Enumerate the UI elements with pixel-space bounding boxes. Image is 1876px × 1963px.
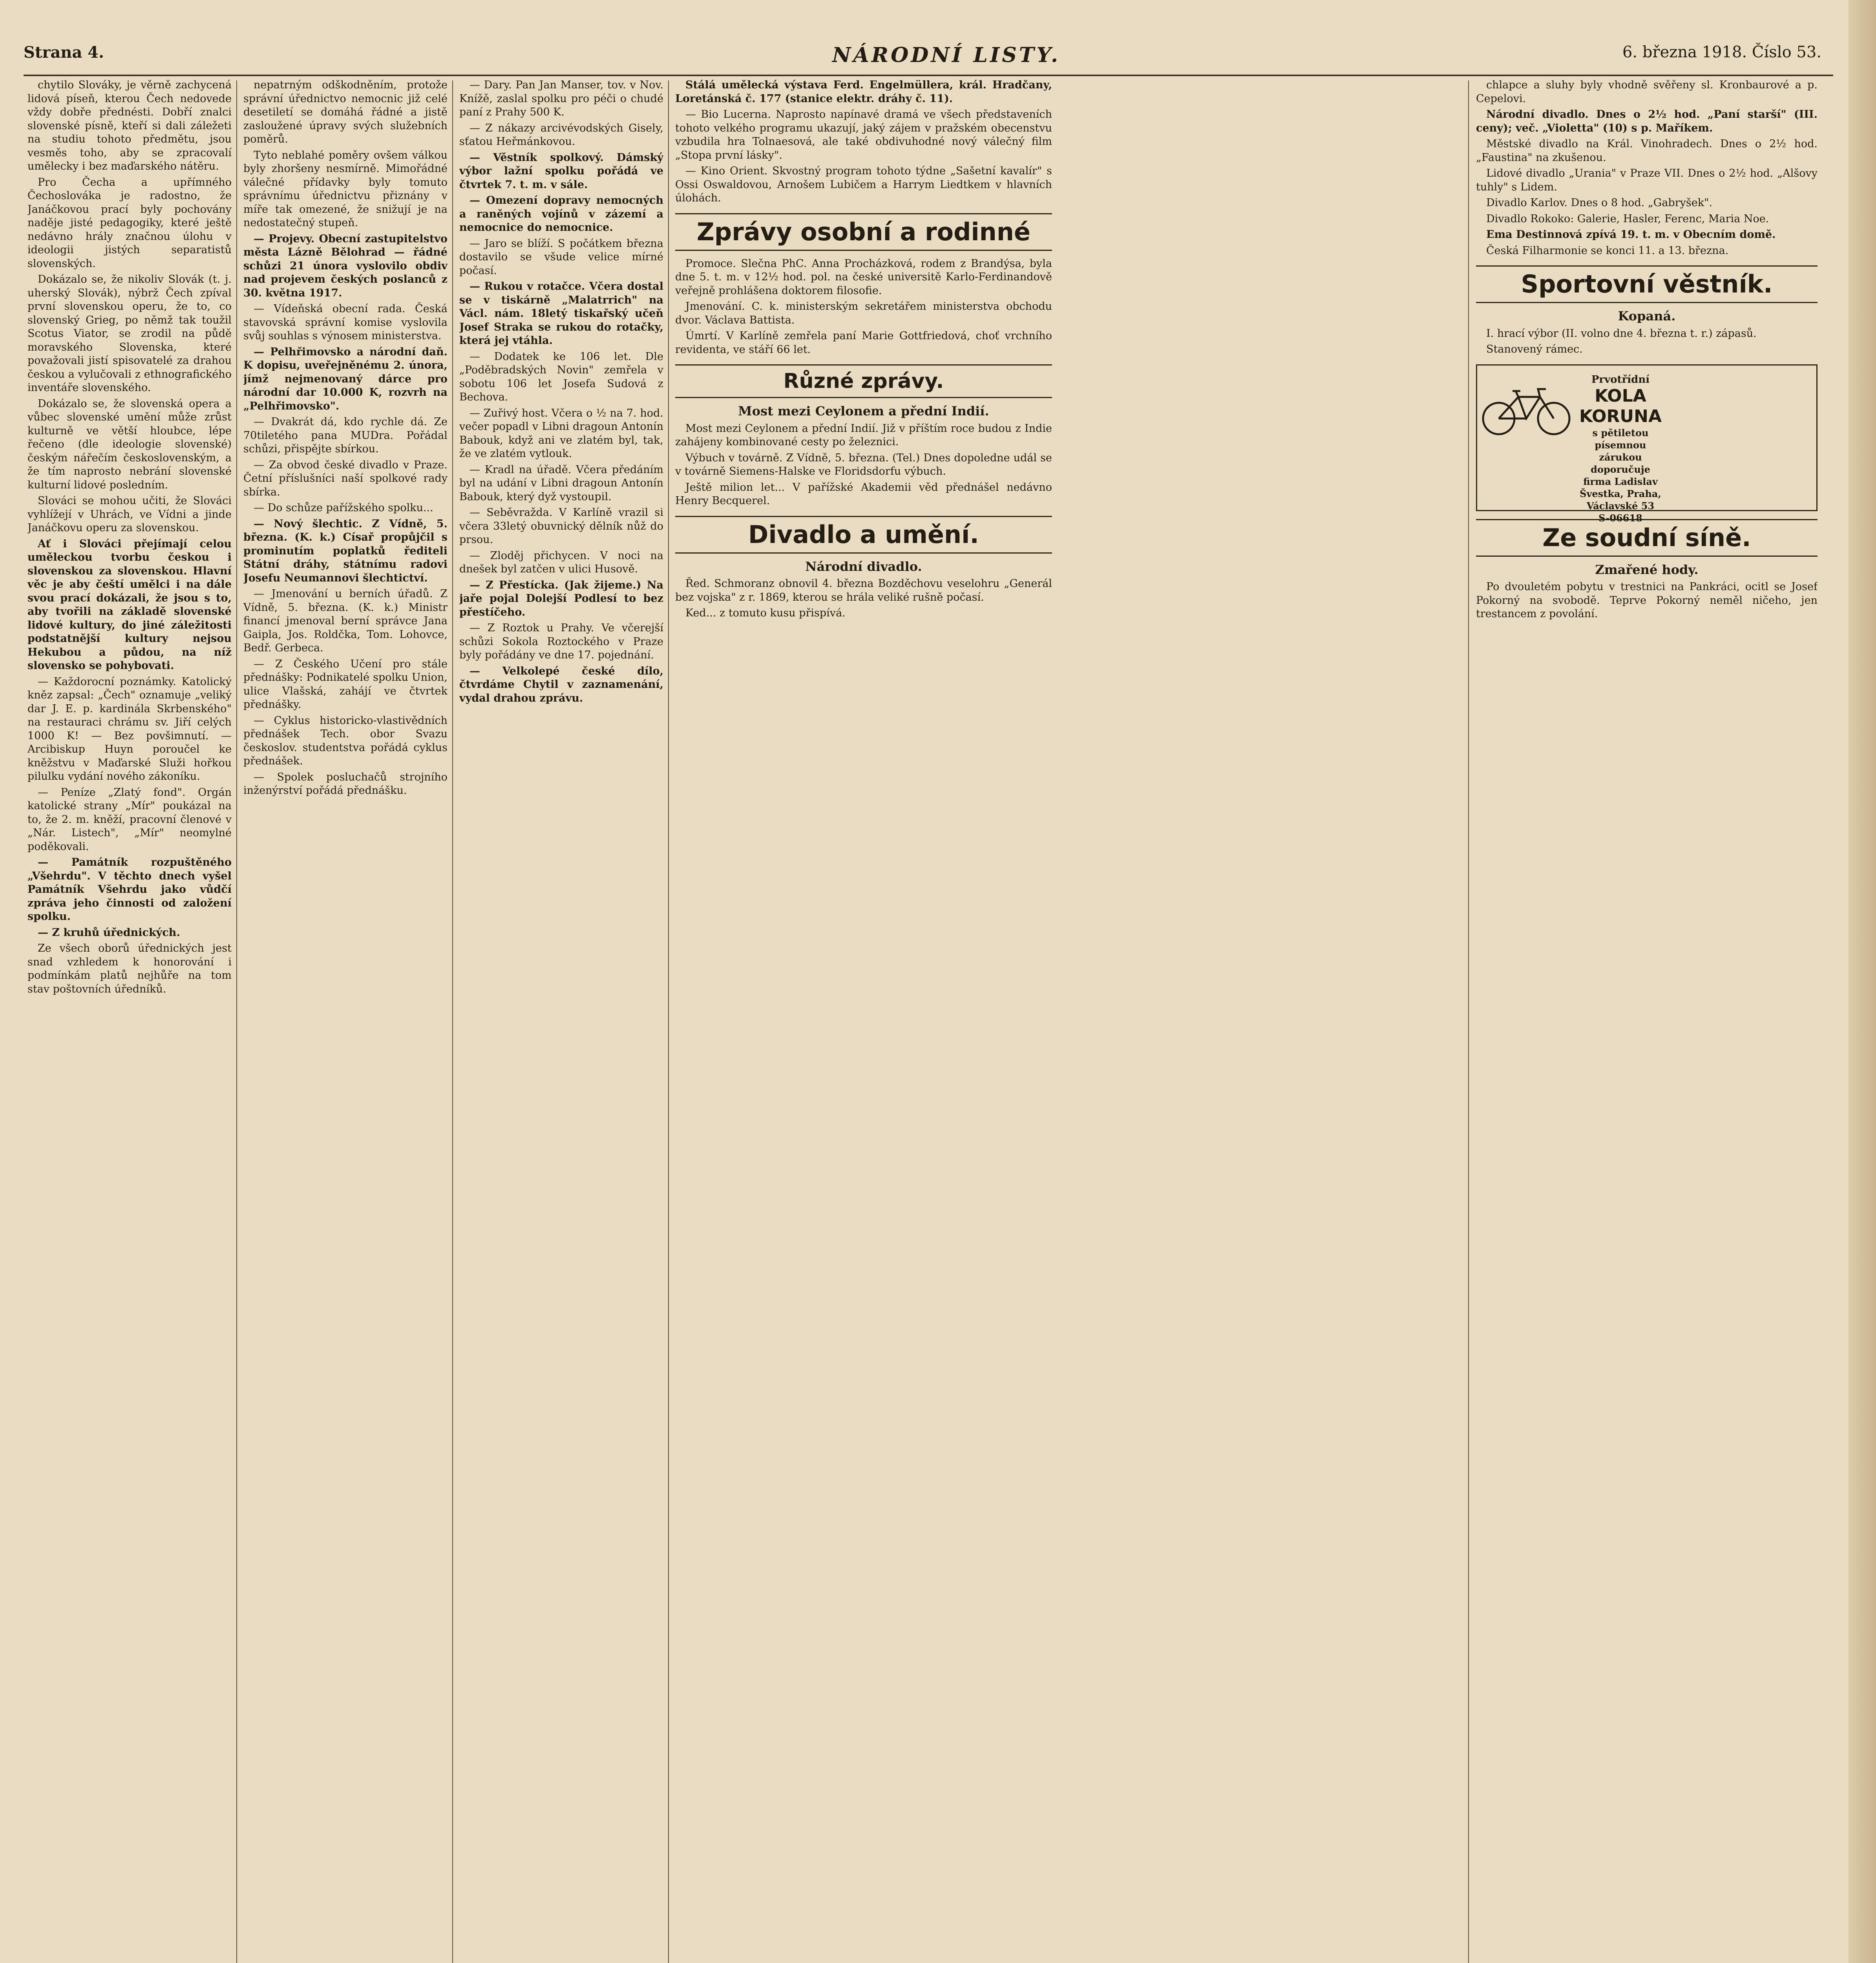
paragraph: Výbuch v továrně. Z Vídně, 5. března. (Tel.) Dnes dopoledne udál se v továrně Siemens-Halske ve Floridsdorfu výbuch. <box>675 451 1052 477</box>
paragraph: — Do schůze pařížského spolku... <box>254 502 433 514</box>
page-number: Strana 4. <box>24 43 104 62</box>
paragraph: I. hrací výbor (II. volno dne 4. března t. r.) zápasů. <box>1486 327 1757 340</box>
paragraph: Most mezi Ceylonem a přední Indií. Již v příštím roce budou z Indie zahájeny kombinované cesty po železnici. <box>675 422 1052 448</box>
paragraph: — Nový šlechtic. Z Vídně, 5. března. (K. k.) Císař propůjčil s prominutím poplatků řediteli Státní dráhy, státnímu radovi Josefu Neumannovi šlechtictví. <box>243 517 448 584</box>
paragraph: Úmrtí. V Karlíně zemřela paní Marie Gottfriedová, choť vrchního revidenta, ve stáří 66 let. <box>675 330 1052 356</box>
column-2 <box>243 79 448 1963</box>
paragraph: — Jaro se blíží. S počátkem března dostavilo se všude velice mírné počasí. <box>459 237 663 277</box>
section-heading-personal-news: Zprávy osobní a rodinné <box>675 213 1052 251</box>
paragraph: Ema Destinnová zpívá 19. t. m. v Obecním domě. <box>1486 228 1776 241</box>
paragraph: — Kino Orient. Skvostný program tohoto týdne „Sašetní kavalír" s Ossi Oswaldovou, Arnošem Lubičem a Harrym Liedtkem v hlavních úlohách. <box>675 165 1052 204</box>
paragraph: — Zuřivý host. Včera o ½ na 7. hod. večer popadl v Libni dragoun Antonín Babouk, když ani ve zlatém byl, tak, že ve zlatém vytlouk. <box>459 407 663 460</box>
paragraph: — Vídeňská obecní rada. Česká stavovská správní komise vyslovila svůj souhlas s výnosem ministerstva. <box>243 303 448 342</box>
paragraph: Promoce. Slečna PhC. Anna Procházková, rodem z Brandýsa, byla dne 5. t. m. v 12½ hod. pol. na české universitě Karlo-Ferdinandově veřejně prohlášena doktorem filosofie. <box>675 257 1052 297</box>
paragraph: Ked... z tomuto kusu přispívá. <box>685 607 846 619</box>
bicycle-advertisement <box>1476 364 1818 524</box>
paragraph: Ať i Slováci přejímají celou uměleckou tvorbu českou i slovenskou za slovenskou. Hlavní věc je aby čeští umělci i na dále svou prací dokázali, že jsou s to, aby tvořili na základě slovenské lidové kultury, do jiné záležitosti podstatnější kultury nejsou Hekubou a půdou, na níž slovensko se pohybovati. <box>27 537 232 672</box>
paragraph: — Dodatek ke 106 let. Dle „Poděbradských Novin" zemřela v sobotu 106 let Josefa Sudová z Bechova. <box>459 350 663 403</box>
paragraph: — Velkolepé české dílo, čtvrdáme Chytil v zaznamenání, vydal drahou zprávu. <box>459 665 663 704</box>
ad-text <box>1575 373 1666 524</box>
bicycle-icon <box>1481 381 1571 436</box>
column-separator <box>236 80 237 1963</box>
paragraph: — Spolek posluchačů strojního inženýrství pořádá přednášku. <box>243 771 448 797</box>
paragraph: Řed. Schmoranz obnovil 4. března Bozděchovu veselohru „Generál bez vojska" z r. 1869, kterou se hrála veliké rušně počasí. <box>675 578 1052 603</box>
header-rule <box>24 75 1833 76</box>
paragraph: chytilo Slováky, je věrně zachycená lidová píseň, kterou Čech nedovede vždy dobře přednésti. Dobří znalci slovenské písně, kteří si dali záležeti na studiu tohoto předmětu, jsou vesměs toho, aby se zpracovalí umělecky i bez maďarského nátěru. <box>27 79 232 172</box>
column-separator <box>668 80 669 1963</box>
paragraph: — Z Českého Učení pro stále přednášky: Podnikatelé spolku Union, ulice Vlašská, zahájí ve čtvrtek přednášky. <box>243 658 448 711</box>
paragraph: — Z Roztok u Prahy. Ve včerejší schůzi Sokola Roztockého v Praze byly pořádány ve dne 17. pojednání. <box>459 622 663 661</box>
ad-line-1: Prvotřídní <box>1591 373 1650 386</box>
paragraph: Divadlo Rokoko: Galerie, Hasler, Ferenc, Maria Noe. <box>1486 212 1769 225</box>
paragraph: Stanovený rámec. <box>1486 343 1583 355</box>
paragraph: Lidové divadlo „Urania" v Praze VII. Dnes o 2½ hod. „Alšovy tuhly" s Lidem. <box>1476 167 1818 193</box>
paragraph: — Z kruhů úřednických. <box>38 926 180 939</box>
column-5 <box>1476 79 1818 1963</box>
section-heading-sport: Sportovní věstník. <box>1476 265 1818 303</box>
paragraph: — Dary. Pan Jan Manser, tov. v Nov. Knížě, zaslal spolku pro péči o chudé paní z Prahy 500 K. <box>459 79 663 118</box>
paragraph: — Za obvod české divadlo v Praze. Četní příslušníci naší spolkové rady sbírka. <box>243 459 448 498</box>
paragraph: Tyto neblahé poměry ovšem válkou byly zhoršeny nesmírně. Mimořádné válečné přídavky byly tomuto správnímu úřednictvu přiznány v míře tak omezené, že snižují je na nedostatečný stupeň. <box>243 149 448 229</box>
column-4 <box>675 79 1052 1963</box>
paragraph: Divadlo Karlov. Dnes o 8 hod. „Gabryšek". <box>1486 197 1713 209</box>
paragraph: — Každorocní poznámky. Katolický kněz zapsal: „Čech" oznamuje „veliký dar J. E. p. kardinála Skrbenského" na restauraci chrámu sv. Jiří celých 1000 K! — Bez povšimnutí. — Arcibiskup Huyn poroučel ke kněžstvu v Maďarské Služi hořkou pilulku vydání nového zákoníku. <box>27 675 232 782</box>
section-heading-misc-news: Různé zprávy. <box>675 364 1052 398</box>
paragraph: Dokázalo se, že nikoliv Slovák (t. j. uherský Slovák), nýbrž Čech zpíval první slovenskou operu, že to, co slovenský Grieg, po němž tak toužil Scotus Viator, se zrodil na půdě moravského Slovenska, které považovali jistí spisovatelé za drahou českou a vylučovali z ethnografického inventáře slovenského. <box>27 273 232 394</box>
masthead-title: NÁRODNÍ LISTY. <box>832 43 1061 67</box>
column-3 <box>459 79 663 1963</box>
paragraph: — Projevy. Obecní zastupitelstvo města Lázně Bělohrad — řádné schůzi 21 února vyslovilo obdiv nad projevem českých poslanců z 30. května 1917. <box>243 232 448 299</box>
section-subheading: Národní divadlo. <box>805 559 922 574</box>
section-heading-theatre: Divadlo a umění. <box>675 516 1052 554</box>
paragraph: Národní divadlo. Dnes o 2½ hod. „Paní starší" (III. ceny); več. „Violetta" (10) s p. Maříkem. <box>1476 108 1818 134</box>
paragraph: Česká Filharmonie se konci 11. a 13. března. <box>1486 244 1729 257</box>
date-issue: 6. března 1918. Číslo 53. <box>1622 43 1821 61</box>
paragraph: — Omezení dopravy nemocných a raněných vojínů v zázemí a nemocnice do nemocnice. <box>459 194 663 234</box>
ad-code: S-06618 <box>1598 512 1642 524</box>
paragraph: — Seběvražda. V Karlíně vrazil si včera 33letý obuvnický dělník nůž do prsou. <box>459 506 663 546</box>
paragraph: — Z Přestícka. (Jak žijeme.) Na jaře pojal Dolejší Podlesí to bez přestíčeho. <box>459 579 663 618</box>
paragraph: Městské divadlo na Král. Vinohradech. Dnes o 2½ hod. „Faustina" na zkušenou. <box>1476 138 1818 164</box>
paragraph: Jmenování. C. k. ministerským sekretářem ministerstva obchodu dvor. Václava Battista. <box>675 300 1052 326</box>
page-edge <box>1849 0 1876 1963</box>
paragraph: — Bio Lucerna. Naprosto napínavé dramá ve všech představeních tohoto velkého programu ukazují, jaký zájem v pražském obecenstvu vzbudila hra Tolnaesová, ale také obdivuhodné nový válečný film „Stopa první lásky". <box>675 108 1052 161</box>
paragraph: — Peníze „Zlatý fond". Orgán katolické strany „Mír" poukázal na to, že 2. m. kněží, pracovní členové v „Nár. Listech", „Mír" neomylné poděkovali. <box>27 786 232 853</box>
paragraph: Stálá umělecká výstava Ferd. Engelmüllera, král. Hradčany, Loretánská č. 177 (stanice elektr. dráhy č. 11). <box>675 79 1052 105</box>
column-separator <box>452 80 453 1963</box>
column-separator <box>1468 80 1469 1963</box>
section-subheading: Most mezi Ceylonem a přední Indií. <box>738 404 989 419</box>
section-heading-court: Ze soudní síně. <box>1476 519 1818 557</box>
paragraph: — Jmenování u berních úřadů. Z Vídně, 5. března. (K. k.) Ministr financí jmenoval berní správce Jana Gaipla, Jos. Roldčka, Tom. Lohovce, Bedř. Gerbeca. <box>243 588 448 654</box>
paragraph: Po dvouletém pobytu v trestnici na Pankráci, ocitl se Josef Pokorný na svobodě. Teprve Pokorný neměl ničeho, jen trestancem z povolání. <box>1476 581 1818 620</box>
paragraph: — Cyklus historicko-vlastivědních přednášek Tech. obor Svazu českoslov. studentstva pořádá cyklus přednášek. <box>243 714 448 767</box>
paragraph: — Rukou v rotačce. Včera dostal se v tiskárně „Malatrrich" na Václ. nám. 18letý tiskařský učeň Josef Straka se rukou do rotačky, která jej vtáhla. <box>459 280 663 347</box>
column-1 <box>27 79 232 1963</box>
paragraph: nepatrným odškodněním, protože správní úřednictvo nemocnic již celé desetiletí se domáhá řádné a jistě zasloužené úpravy svých služebních poměrů. <box>243 79 448 145</box>
ad-line-3: s pětiletou písemnou zárukou doporučuje firma Ladislav Švestka, Praha, Václavské 53 <box>1580 427 1661 512</box>
paragraph: — Pelhřimovsko a národní daň. K dopisu, uveřejněnému 2. února, jímž nejmenovaný dárce pro národní dar 10.000 K, rozvrh na „Pelhřimovsko". <box>243 345 448 412</box>
section-subheading: Kopaná. <box>1618 309 1676 324</box>
paragraph: chlapce a sluhy byly vhodně svěřeny sl. Kronbaurové a p. Cepelovi. <box>1476 79 1818 105</box>
paragraph: — Věstník spolkový. Dámský výbor lažní spolku pořádá ve čtvrtek 7. t. m. v sále. <box>459 151 663 191</box>
paragraph: Slováci se mohou učiti, že Slováci vyhlížejí v Uhrách, ve Vídni a jinde Janáčkovu operu za slovenskou. <box>27 495 232 534</box>
section-subheading: Zmařené hody. <box>1595 562 1699 577</box>
paragraph: Dokázalo se, že slovenská opera a vůbec slovenské umění může zrůst kulturně ve větší hloubce, lépe řečeno (dle ideologie slovenské) českým nářečím československým, a že tím naprosto nebrání slovenské kulturní lidové posledním. <box>27 397 232 491</box>
paragraph: — Z nákazy arcivévodských Gisely, sťatou Heřmánkovou. <box>459 122 663 148</box>
paragraph: — Dvakrát dá, kdo rychle dá. Ze 70tiletého pana MUDra. Pořádal schůzi, přispějte sbírkou. <box>243 416 448 455</box>
paragraph: Ještě milion let... V pařížské Akademii věd přednášel nedávno Henry Becquerel. <box>675 481 1052 507</box>
page-header <box>24 43 1821 71</box>
paragraph: Ze všech oborů úřednických jest snad vzhledem k honorování i podmínkám platů nejhůře na tom stav poštovních úředníků. <box>27 942 232 995</box>
paragraph: — Zloděj přichycen. V noci na dnešek byl zatčen v ulici Husově. <box>459 549 663 575</box>
paragraph: — Památník rozpuštěného „Všehrdu". V těchto dnech vyšel Památník Všehrdu jako vůdčí zpráva jeho činnosti od založení spolku. <box>27 856 232 923</box>
paragraph: — Kradl na úřadě. Včera předáním byl na udání v Libni dragoun Antonín Babouk, který dyž vystoupil. <box>459 463 663 503</box>
paragraph: Pro Čecha a upřímného Čechoslováka je radostno, že Janáčkovou prací byly pochovány naděje jisté pedagogiky, které ještě nedávno hrály značnou úlohu v ideologii jistých separatistů slovenských. <box>27 176 232 270</box>
ad-brand: KOLA KORUNA <box>1579 386 1662 426</box>
